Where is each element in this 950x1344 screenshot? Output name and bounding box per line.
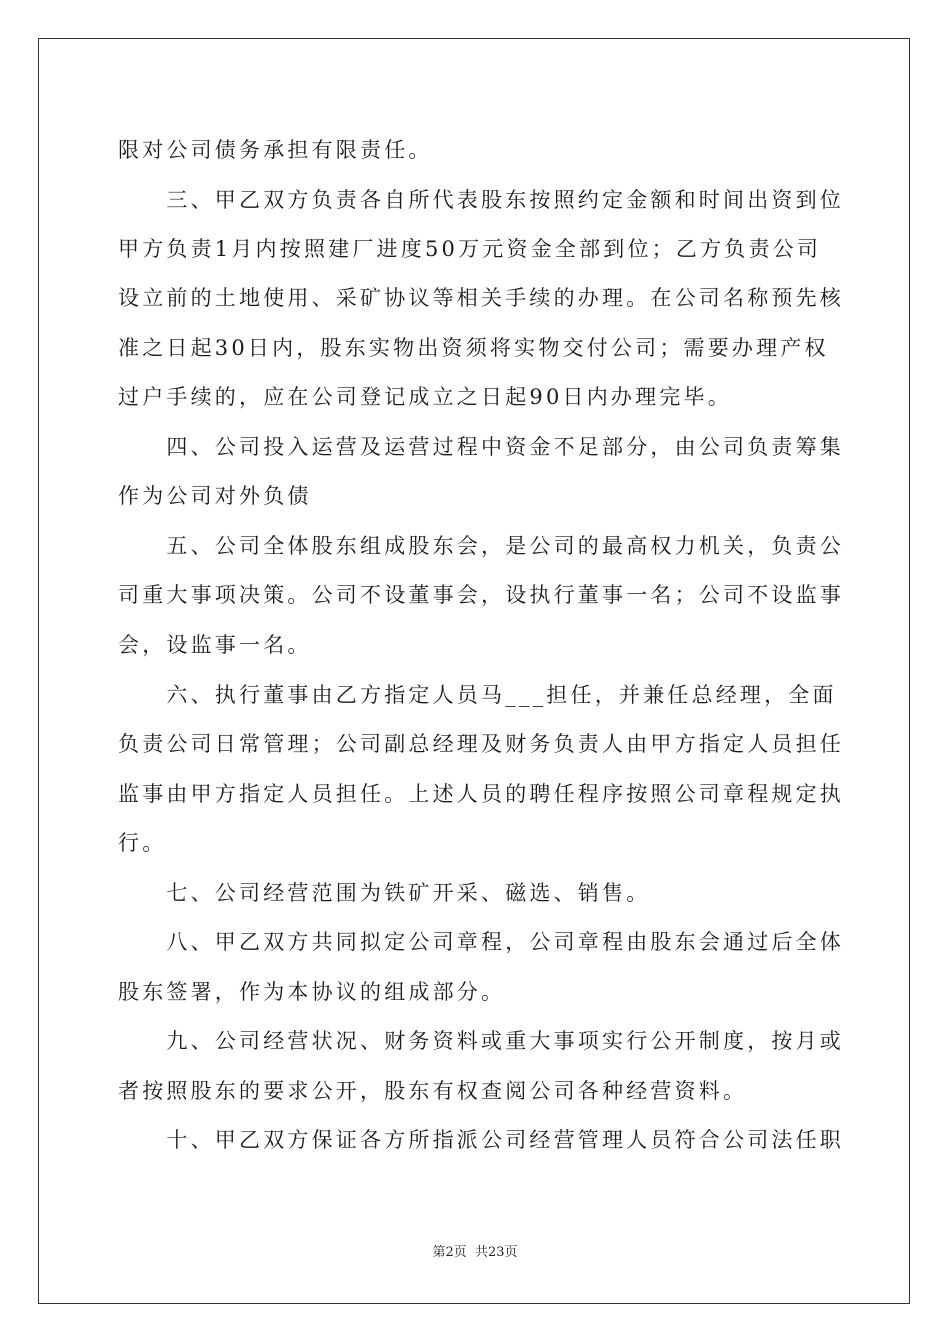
text-line: 作为公司对外负债	[118, 484, 312, 508]
text-line: 会，设监事一名。	[118, 633, 312, 657]
text-line: 九、公司经营状况、财务资料或重大事项实行公开制度，按月或	[118, 1029, 844, 1053]
page-number-total: 共23页	[474, 1245, 518, 1260]
text-line: 股东签署，作为本协议的组成部分。	[118, 980, 506, 1004]
text-line: 司重大事项决策。公司不设董事会，设执行董事一名；公司不设监事	[118, 583, 844, 607]
text-line: 甲方负责1月内按照建厂进度50万元资金全部到位；乙方负责公司	[118, 237, 822, 261]
page-border	[38, 38, 910, 1304]
page-footer	[0, 1243, 950, 1263]
text-line: 负责公司日常管理；公司副总经理及财务负责人由甲方指定人员担任	[118, 732, 844, 756]
text-line: 十、甲乙双方保证各方所指派公司经营管理人员符合公司法任职	[118, 1128, 844, 1152]
text-line: 五、公司全体股东组成股东会，是公司的最高权力机关，负责公	[118, 534, 844, 558]
text-line: 过户手续的，应在公司登记成立之日起90日内办理完毕。	[118, 385, 732, 409]
text-line: 六、执行董事由乙方指定人员马___担任，并兼任总经理，全面	[118, 683, 837, 707]
text-line: 者按照股东的要求公开，股东有权查阅公司各种经营资料。	[118, 1079, 748, 1103]
text-line: 四、公司投入运营及运营过程中资金不足部分，由公司负责筹集	[118, 435, 844, 459]
text-line: 八、甲乙双方共同拟定公司章程，公司章程由股东会通过后全体	[118, 930, 844, 954]
text-line: 设立前的土地使用、采矿协议等相关手续的办理。在公司名称预先核	[118, 286, 844, 310]
text-line: 限对公司债务承担有限责任。	[118, 138, 433, 162]
text-line: 准之日起30日内，股东实物出资须将实物交付公司；需要办理产权	[118, 336, 829, 360]
text-line: 监事由甲方指定人员担任。上述人员的聘任程序按照公司章程规定执	[118, 782, 844, 806]
text-line: 七、公司经营范围为铁矿开采、磁选、销售。	[118, 881, 651, 905]
text-line: 三、甲乙双方负责各自所代表股东按照约定金额和时间出资到位	[118, 188, 844, 212]
text-line: 行。	[118, 831, 167, 855]
page-number-current: 第2页	[432, 1245, 467, 1260]
